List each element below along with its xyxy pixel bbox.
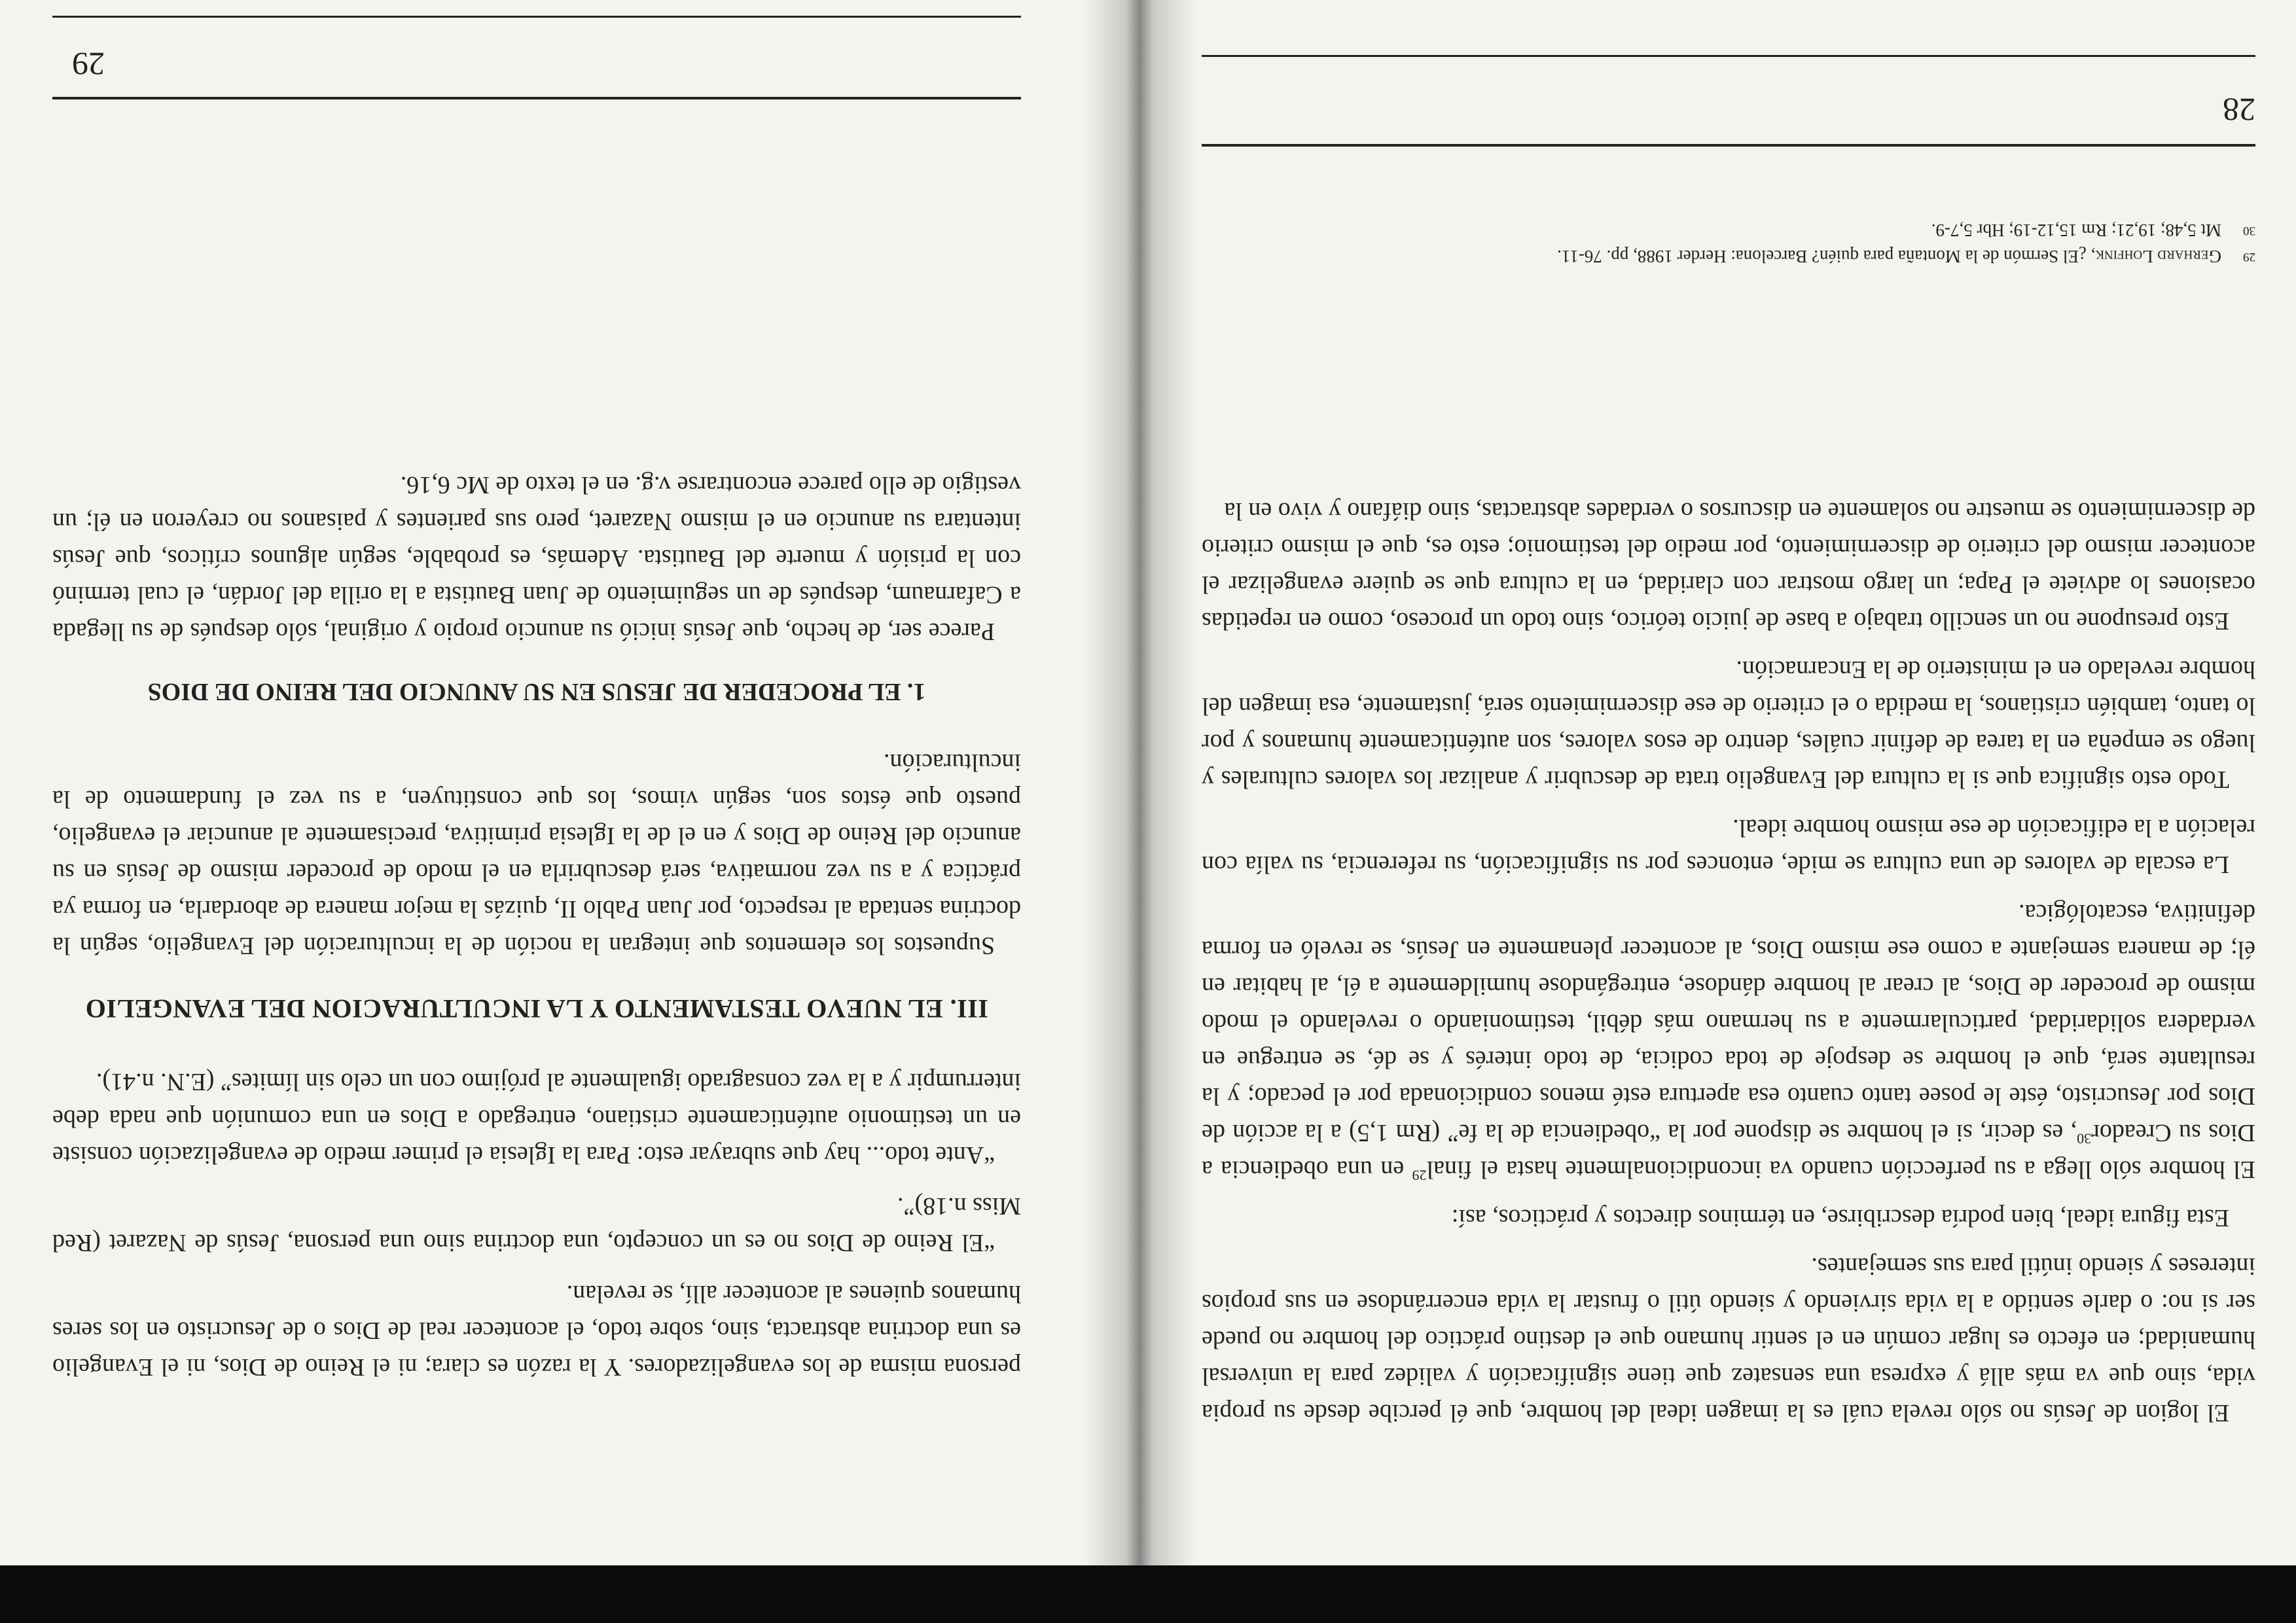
footnote-ref-29: 29 xyxy=(1412,1167,1427,1184)
header-rule-bottom xyxy=(1202,144,2255,147)
section-heading-iii: III. EL NUEVO TESTAMENTO Y LA INCULTURACION DEL EVANGELIO xyxy=(85,994,988,1024)
scanner-bed-edge xyxy=(0,1565,2296,1623)
paragraph-presupone: Esto presupone no un sencillo trabajo a base de juicio teórico, sino todo un proceso, como en repetidas ocasiones lo adviete el Papa; un largo mostrar con claridad, en la cultura que se quiere evangelizar el acontecer mismo del criterio de discernimiento, por medio del testimonio; esto es, que el mismo criterio de discernimiento se muestre no solamente en discursos o verdades abstractas, sino diáfano y vivo en la xyxy=(1202,497,2255,635)
page-number: 28 xyxy=(2223,92,2255,128)
header-rule-top xyxy=(1202,55,2255,57)
book-gutter xyxy=(1084,0,1195,1565)
footnote-ref-30: 30 xyxy=(2077,1130,2092,1147)
paragraph-hombre-perfeccion: El hombre sólo llega a su perfección cuando va incondicionalmente hasta el final$^{29}$ en una obediencia a Dios su Creador$^{30}$, es decir, si el hombre se dispone por la “obediencia de la fe” (Rm 1,5) a la acción de Dios por Jesucristo, éste le posee tanto cuanto esa apertura esté menos condicionada por el pecado; y la resultante será, que el hombre se despoje de toda codicia, de todo interés y se dé, se entregue en verdadera solidaridad, particularmente a su hermano más débil, testimoniando o revelando el modo mismo de proceder de Dios, al crear al hombre dándose, entregándose humildemente a él, al habitar en él; de manera semejante a como ese mismo Dios, al acontecer plenamente en Jesús, se reveló en forma definitiva, escatológica. xyxy=(1202,899,2255,1184)
page-29 xyxy=(0,0,1139,1565)
footnote-29: 29 Gerhard Lohfink, ¿El Sermón de la Montaña para quién? Barcelona: Herder 1988, pp. 76-11. xyxy=(1557,247,2255,266)
page-number-29: 29 xyxy=(72,46,105,82)
subsection-heading-1: 1. EL PROCEDER DE JESUS EN SU ANUNCIO DEL REINO DE DIOS xyxy=(147,678,926,705)
paragraph-figura-ideal: Esta figura ideal, bien podría describirse, en términos directos y prácticos, así: xyxy=(1451,1204,2229,1232)
quote-reino-de-dios: “El Reino de Dios no es un concepto, una doctrina sino una persona, Jesús de Nazaret (Red Miss n.18)”. xyxy=(52,1192,1021,1257)
paragraph-parece-ser: Parece ser, de hecho, que Jesús inició su anuncio propio y original, sólo después de su llegada a Cafarnaum, después de un seguimiento de Juan Bautista a la orilla del Jordán, el cual terminó con la prisión y muerte del Bautista. Además, es probable, según algunos críticos, que Jesús intentara su anuncio en el mismo Nazaret, pero sus parientes y paisanos no creyeron en él; un vestigio de ello parece encontrarse v.g. en el texto de Mc 6,16. xyxy=(52,471,1021,645)
paragraph-todo-esto: Todo esto significa que si la cultura del Evangelio trata de descubrir y analizar los valores culturales y luego se empeña en la tarea de definir cuáles, dentro de esos valores, son auténticamente humanos y por lo tanto, también cristianos, la medida o el criterio de ese discernimiento será, justamente, esa imagen del hombre revelado en el ministerio de la Encarnación. xyxy=(1202,656,2255,793)
quote-ante-todo: “Ante todo... hay que subrayar esto: Para la Iglesia el primer medio de evangelización consiste en un testimonio auténticamente cristiano, entregado a Dios en una comunión que nada debe interrumpir y a la vez consagrado igualmente al prójimo con un celo sin límites” (E.N. n.41). xyxy=(52,1068,1021,1169)
paragraph-supuestos: Supuestos los elementos que integran la noción de la inculturación del Evangelio, según la doctrina sentada al respecto, por Juan Pablo II, quizás la mejor manera de abordarla, en forma ya práctica y a su vez normativa, será descubrirla en el modo de proceder mismo de Jesús en su anuncio del Reino de Dios y en el de la Iglesia primitiva, precisamente al anunciar el evangelio, puesto que éstos son, según vimos, los que constituyen, a su vez el fundamento de la inculturación. xyxy=(52,749,1021,959)
footnotes xyxy=(1202,217,2255,270)
page-29-body xyxy=(52,455,1021,1385)
footnote-30: 30 Mt 5,48; 19,21; Rm 15,12-19; Hbr 5,7-9. xyxy=(1931,221,2255,240)
paragraph-logion: El logion de Jesús no sólo revela cuál es la imagen ideal del hombre, que él percibe desde su propia vida, sino que va más allá y expresa una sensatez que tiene significación y validez para la universal humanidad; en efecto es lugar común en el sentir humano que el destino práctico del hombre no puede ser si no: o darle sentido a la vida sirviendo y siendo útil o frustar la vida encerrándose en sus propios intereses y siendo inútil para sus semejantes. xyxy=(1202,1253,2255,1427)
paragraph-escala-valores: La escala de valores de una cultura se mide, entonces por su significación, su referencia, su valía con relación a la edificación de ese mismo hombre ideal. xyxy=(1202,814,2255,878)
header-rule-29 xyxy=(52,97,1021,99)
page-28-body xyxy=(1202,481,2255,1431)
paragraph-persona-misma: persona misma de los evangelizadores. Y la razón es clara; ni el Reino de Dios, ni el Evangelio es una doctrina abstracta, sino, sobre todo, el acontecer real de Dios o de Jesucristo en los seres humanos quienes al acontecer allí, se revelan. xyxy=(52,1280,1021,1381)
page-28 xyxy=(1139,0,2296,1565)
header-rule-29-top xyxy=(52,16,1021,18)
